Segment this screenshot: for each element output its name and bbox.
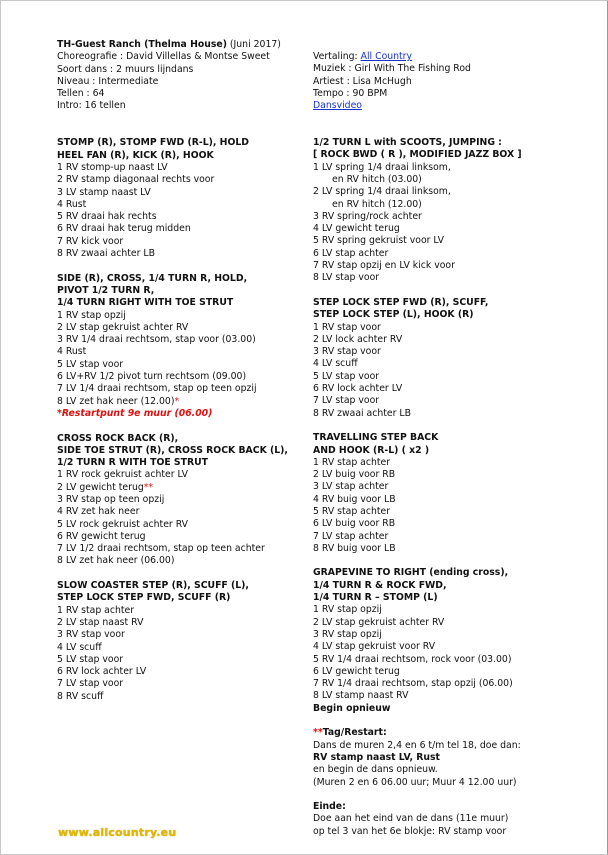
- section-title: STEP LOCK STEP (L), HOOK (R): [313, 309, 474, 321]
- step: 3 RV 1/4 draai rechtsom, stap voor (03.00): [57, 334, 256, 346]
- step: 5 LV rock gekruist achter RV: [57, 518, 189, 530]
- section-6: [313, 297, 603, 420]
- section-title: STEP LOCK STEP FWD (R), SCUFF,: [313, 296, 489, 308]
- dansvideo-link[interactable]: Dansvideo: [313, 100, 362, 112]
- step: 4 RV zet hak neer: [57, 506, 140, 518]
- tag-restart: [313, 727, 603, 788]
- step: 7 LV 1/4 draai rechtsom, stap op teen opzij: [57, 383, 257, 395]
- step: 4 LV scuff: [57, 641, 102, 653]
- dance-header: [57, 39, 307, 113]
- step: 6 RV lock achter LV: [57, 666, 147, 678]
- section-2: [57, 273, 307, 421]
- step: 3 RV stap voor: [313, 346, 381, 358]
- dance-date: (Juni 2017): [229, 39, 281, 50]
- step: 3 LV stamp naast LV: [57, 186, 151, 198]
- section-title: STEP LOCK STEP FWD, SCUFF (R): [57, 592, 231, 604]
- step: 2 RV stamp diagonaal rechts voor: [57, 174, 215, 186]
- tag-marker: **: [143, 481, 154, 493]
- step: 7 RV kick voor: [57, 235, 124, 247]
- section-title: CROSS ROCK BACK (R),: [57, 432, 179, 444]
- section-title: 1/2 TURN L with SCOOTS, JUMPING :: [313, 137, 502, 149]
- step: 5 LV stap voor: [57, 653, 124, 665]
- begin-opnieuw: Begin opnieuw: [313, 702, 391, 714]
- section-4: [57, 580, 307, 703]
- section-8: [313, 567, 603, 715]
- allcountry-logo[interactable]: www.allcountry.eu: [58, 826, 177, 839]
- section-title: 1/4 TURN RIGHT WITH TOE STRUT: [57, 297, 234, 309]
- tag-line: en begin de dans opnieuw.: [313, 764, 438, 776]
- step: 4 Rust: [57, 346, 87, 358]
- tag-title: Tag/Restart:: [322, 727, 387, 739]
- step: 1 RV stap opzij: [313, 604, 382, 616]
- step: 2 LV stap gekruist achter RV: [57, 321, 189, 333]
- section-title: 1/2 TURN R WITH TOE STRUT: [57, 457, 209, 469]
- step: 8 LV stap voor: [313, 272, 380, 284]
- einde-line: Doe aan het eind van de dans (11e muur): [313, 813, 509, 825]
- step: 8 LV zet hak neer (06.00): [57, 555, 175, 567]
- section-title: PIVOT 1/2 TURN R,: [57, 284, 155, 296]
- step: en RV hitch (12.00): [332, 198, 422, 210]
- step: 1 RV rock gekruist achter LV: [57, 469, 189, 481]
- step: 2 LV lock achter RV: [313, 333, 403, 345]
- section-title: [ ROCK BWD ( R ), MODIFIED JAZZ BOX ]: [313, 149, 522, 161]
- tempo: Tempo : 90 BPM: [313, 87, 388, 99]
- step: 4 RV buig voor LB: [313, 493, 396, 505]
- section-title: HEEL FAN (R), KICK (R), HOOK: [57, 149, 214, 161]
- step: 5 LV stap voor: [313, 370, 380, 382]
- step: 6 RV gewicht terug: [57, 530, 146, 542]
- artiest: Artiest : Lisa McHugh: [313, 75, 412, 87]
- restart-note: *Restartpunt 9e muur (06.00): [57, 407, 213, 419]
- section-title: 1/4 TURN R – STOMP (L): [313, 592, 438, 604]
- step: 2 LV buig voor RB: [313, 469, 396, 481]
- section-7: [313, 432, 603, 555]
- step: 6 LV buig voor RB: [313, 518, 396, 530]
- step: 1 RV stomp-up naast LV: [57, 161, 168, 173]
- section-5: [313, 137, 603, 285]
- section-title: SLOW COASTER STEP (R), SCUFF (L),: [57, 580, 249, 592]
- step: 4 LV scuff: [313, 358, 358, 370]
- step: 5 RV spring gekruist voor LV: [313, 235, 444, 247]
- step: 5 RV draai hak rechts: [57, 211, 157, 223]
- step: 8 LV zet hak neer (12.00): [57, 395, 175, 407]
- step: 8 RV zwaai achter LB: [313, 407, 411, 419]
- step: 6 LV gewicht terug: [313, 665, 400, 677]
- step: 3 RV stap voor: [57, 629, 125, 641]
- dance-info: [313, 51, 603, 112]
- step: 5 LV stap voor: [57, 358, 124, 370]
- step: 8 RV zwaai achter LB: [57, 248, 155, 260]
- left-column: [57, 39, 307, 703]
- step: 7 LV stap achter: [313, 530, 389, 542]
- section-3: [57, 433, 307, 568]
- tag-line: Dans de muren 2,4 en 6 t/m tel 18, doe dan:: [313, 739, 521, 751]
- intro: Intro: 16 tellen: [57, 100, 126, 112]
- step: 1 LV spring 1/4 draai linksom,: [313, 161, 451, 173]
- section-title: SIDE (R), CROSS, 1/4 TURN R, HOLD,: [57, 272, 248, 284]
- section-title: STOMP (R), STOMP FWD (R-L), HOLD: [57, 137, 250, 149]
- step: 6 LV+RV 1/2 pivot turn rechtsom (09.00): [57, 371, 247, 383]
- step: 1 RV stap achter: [313, 456, 391, 468]
- soort: Soort dans : 2 muurs lijndans: [57, 63, 194, 75]
- step: 6 RV draai hak terug midden: [57, 223, 191, 235]
- step: 1 RV stap achter: [57, 604, 135, 616]
- einde-title: Einde:: [313, 801, 346, 813]
- tag-marker: **: [313, 727, 323, 739]
- restart-marker: *: [174, 395, 180, 407]
- step: 6 LV stap achter: [313, 247, 389, 259]
- step: 3 RV stap opzij: [313, 628, 382, 640]
- step: 2 LV stap gekruist achter RV: [313, 616, 445, 628]
- step: 4 LV stap gekruist voor RV: [313, 641, 436, 653]
- step: 7 LV 1/2 draai rechtsom, stap op teen achter: [57, 543, 265, 555]
- step: 1 RV stap voor: [313, 321, 381, 333]
- step: 7 LV stap voor: [57, 678, 124, 690]
- section-title: SIDE TOE STRUT (R), CROSS ROCK BACK (L),: [57, 444, 288, 456]
- step: 2 LV stap naast RV: [57, 616, 144, 628]
- dance-title: TH-Guest Ranch (Thelma House): [57, 39, 227, 50]
- step: 5 RV stap achter: [313, 505, 391, 517]
- step: 4 LV gewicht terug: [313, 223, 400, 235]
- section-title: TRAVELLING STEP BACK: [313, 432, 439, 444]
- step: 8 RV scuff: [57, 690, 104, 702]
- step: en RV hitch (03.00): [332, 173, 422, 185]
- tag-line: (Muren 2 en 6 06.00 uur; Muur 4 12.00 uur): [313, 776, 517, 788]
- choreo: Choreografie : David Villellas & Montse Sweet: [57, 51, 270, 63]
- step: 7 LV stap voor: [313, 395, 380, 407]
- einde-line: op tel 3 van het 6e blokje: RV stamp voor: [313, 825, 507, 837]
- section-title: 1/4 TURN R & ROCK FWD,: [313, 579, 447, 591]
- tag-line: RV stamp naast LV, Rust: [313, 751, 440, 763]
- right-column: [313, 51, 603, 838]
- section-1: [57, 137, 307, 260]
- vertaling-link[interactable]: All Country: [360, 51, 413, 62]
- step: 6 RV lock achter LV: [313, 383, 403, 395]
- step: 3 RV spring/rock achter: [313, 210, 422, 222]
- step: 8 RV buig voor LB: [313, 542, 396, 554]
- step: 7 RV stap opzij en LV kick voor: [313, 260, 455, 272]
- niveau: Niveau : Intermediate: [57, 75, 159, 87]
- vertaling-label: Vertaling:: [313, 51, 358, 62]
- step: 4 Rust: [57, 198, 87, 210]
- step: 3 RV stap op teen opzij: [57, 493, 165, 505]
- einde: [313, 801, 603, 838]
- muziek: Muziek : Girl With The Fishing Rod: [313, 63, 471, 75]
- section-title: GRAPEVINE TO RIGHT (ending cross),: [313, 567, 509, 579]
- step: 2 LV spring 1/4 draai linksom,: [313, 186, 451, 198]
- step: 1 RV stap opzij: [57, 309, 126, 321]
- step: 3 LV stap achter: [313, 481, 389, 493]
- step: 7 RV 1/4 draai rechtsom, stap opzij (06.00): [313, 678, 513, 690]
- section-title: AND HOOK (R-L) ( x2 ): [313, 444, 430, 456]
- tellen: Tellen : 64: [57, 88, 105, 100]
- step: 2 LV gewicht terug: [57, 481, 144, 493]
- step: 8 LV stamp naast RV: [313, 690, 409, 702]
- step: 5 RV 1/4 draai rechtsom, rock voor (03.00): [313, 653, 512, 665]
